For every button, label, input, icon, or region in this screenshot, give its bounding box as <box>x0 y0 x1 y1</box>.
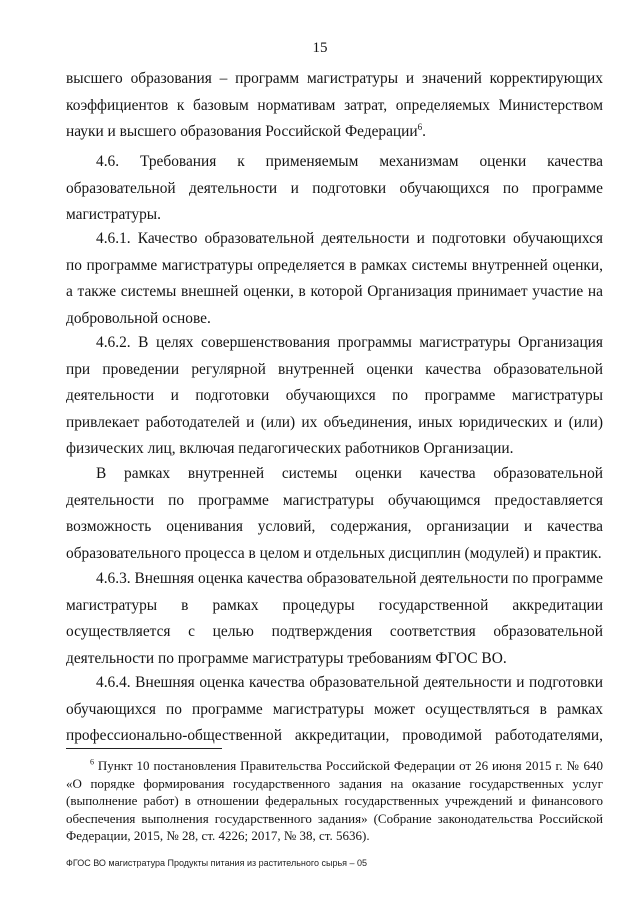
footnote-marker: 6 <box>90 757 94 767</box>
section-4-6-2: 4.6.2. В целях совершенствования программы магистратуры Организация при проведении регулярной внутренней оценки качества образовательной деятельности и подготовки обучающихся по программе магистратуры привлекает работодателей и (или) их объединения, иных юридических и (или) физических лиц, включая педагогических работников Организации. <box>66 334 603 457</box>
footnote <box>66 757 603 845</box>
paragraph-text: высшего образования – программ магистратуры и значений корректирующих коэффициентов к базовым нормативам затрат, определяемых Министерством науки и высшего образования Российской Федерации <box>66 70 603 140</box>
page-footer: ФГОС ВО магистратура Продукты питания из растительного сырья – 05 <box>66 858 368 868</box>
paragraph-tail: . <box>422 123 426 140</box>
section-4-6-heading: 4.6. Требования к применяемым механизмам оценки качества образовательной деятельности и подготовки обучающихся по программе магистратуры. <box>66 153 603 223</box>
section-4-6-3: 4.6.3. Внешняя оценка качества образовательной деятельности по программе магистратуры в рамках процедуры государственной аккредитации осуществляется с целью подтверждения соответствия образовательной деятельности по программе магистратуры требованиям ФГОС ВО. <box>66 570 603 667</box>
section-4-6-1: 4.6.1. Качество образовательной деятельности и подготовки обучающихся по программе магистратуры определяется в рамках системы внутренней оценки, а также системы внешней оценки, в которой Организация принимает участие на добровольной основе. <box>66 230 603 327</box>
footnote-text: Пункт 10 постановления Правительства Российской Федерации от 26 июня 2015 г. № 640 «О порядке формирования государственного задания на оказание государственных услуг (выполнение работ) в отношении федеральных государственных учреждений и финансового обеспечения выполнения государственного задания» (Собрание законодательства Российской Федерации, 2015, № 28, ст. 4226; 2017, № 38, ст. 5636). <box>66 758 603 843</box>
footnote-divider <box>66 748 222 749</box>
paragraph-continuation <box>66 66 603 146</box>
section-4-6-2-internal: В рамках внутренней системы оценки качества образовательной деятельности по программе магистратуры обучающимся предоставляется возможность оценивания условий, содержания, организации и качества образовательного процесса в целом и отдельных дисциплин (модулей) и практик. <box>66 465 603 562</box>
section-4-6-4: 4.6.4. Внешняя оценка качества образовательной деятельности и подготовки обучающихся по программе магистратуры может осуществляться в рамках профессионально-общественной аккредитации, проводимой работодателями, <box>66 674 603 744</box>
footnote-reference[interactable]: 6 <box>417 121 423 132</box>
page-number: 15 <box>312 40 328 56</box>
